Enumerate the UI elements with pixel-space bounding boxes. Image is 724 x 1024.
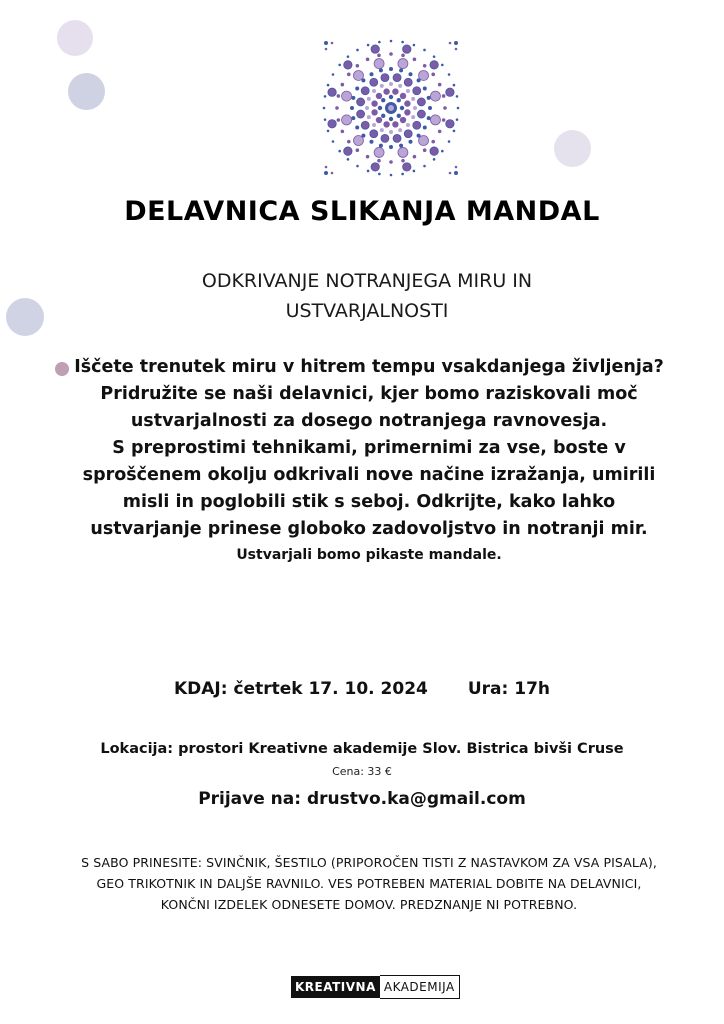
mandala-dot xyxy=(397,98,401,102)
mandala-dot xyxy=(389,117,393,121)
mandala-dot xyxy=(430,91,440,101)
mandala-dot xyxy=(389,82,393,86)
signup-email[interactable]: Prijave na: drustvo.ka@gmail.com xyxy=(198,789,526,809)
event-location: Lokacija: prostori Kreativne akademije Slov. Bistrica bivši Cruse xyxy=(100,741,624,757)
decorative-dot xyxy=(554,130,591,167)
mandala-dot xyxy=(337,118,341,122)
mandala-dot xyxy=(413,170,416,173)
mandala-dot xyxy=(356,148,360,152)
mandala-dot xyxy=(372,89,376,93)
mandala-dot xyxy=(365,106,369,110)
mandala-dot xyxy=(353,70,363,80)
mandala-dot xyxy=(423,165,426,168)
mandala-dot xyxy=(409,72,413,76)
mandala-dot xyxy=(411,97,415,101)
mandala-dot xyxy=(389,52,393,56)
mandala-dot xyxy=(455,48,458,51)
mandala-dot xyxy=(378,173,381,176)
mandala-dot xyxy=(347,55,350,58)
mandala-dot xyxy=(356,49,359,52)
mandala-dot xyxy=(398,128,402,132)
mandala-dot xyxy=(380,84,384,88)
mandala-dot xyxy=(347,140,351,144)
mandala-dot xyxy=(441,64,444,67)
mandala-dot xyxy=(355,126,359,130)
mandala-dot xyxy=(446,88,454,96)
mandala-dot xyxy=(367,44,370,47)
mandala-dot xyxy=(328,88,336,96)
mandala-dot xyxy=(413,87,421,95)
mandala-dot xyxy=(449,172,452,175)
mandala-dot xyxy=(332,73,335,76)
event-price: Cena: 33 € xyxy=(332,765,392,778)
mandala-dot xyxy=(378,41,381,44)
mandala-dot xyxy=(453,130,456,133)
mandala-dot xyxy=(341,130,345,134)
mandala-dot xyxy=(376,93,382,99)
mandala-dot xyxy=(411,115,415,119)
event-date: KDAJ: četrtek 17. 10. 2024 xyxy=(173,679,428,699)
mandala-dot xyxy=(406,123,410,127)
mandala-dot xyxy=(324,95,327,98)
mandala-dot xyxy=(370,130,378,138)
mandala-dot xyxy=(392,88,398,94)
mandala-dot xyxy=(401,41,404,44)
mandala-dot xyxy=(413,106,417,110)
mandala-dot xyxy=(441,150,444,153)
event-hour: Ura: 17h xyxy=(467,679,550,699)
mandala-dot xyxy=(400,117,406,123)
mandala-dot xyxy=(377,159,381,163)
description-paragraph: S preprostimi tehnikami, primernimi za vse, boste v sproščenem okolju odkrivali nove načine izražanja, umirili misli in poglobili stik s seboj. Odkrijte, kako lahko ustvarjanje prinese globoko zadovoljstvo in notranji mir. xyxy=(82,438,656,539)
mandala-dot xyxy=(389,95,393,99)
mandala-dot xyxy=(401,159,405,163)
mandala-dot xyxy=(400,106,404,110)
mandala-dot xyxy=(350,106,354,110)
mandala-dot xyxy=(381,98,385,102)
mandala-dot xyxy=(344,61,352,69)
mandala-dot xyxy=(428,106,432,110)
mandala-dot xyxy=(381,74,389,82)
mandala-dot xyxy=(393,134,401,142)
mandala-dot xyxy=(390,40,393,43)
mandala-dot xyxy=(325,48,328,51)
mandala-dot xyxy=(455,166,458,169)
mandala-dot xyxy=(403,45,411,53)
mandala-dot xyxy=(361,87,369,95)
mandala-dot xyxy=(325,166,328,169)
logo-right-text: AKADEMIJA xyxy=(380,975,460,999)
mandala-dot xyxy=(423,49,426,52)
mandala-dot xyxy=(367,170,370,173)
mandala-dot xyxy=(371,109,377,115)
mandala-dot xyxy=(367,97,371,101)
mandala-dot xyxy=(413,44,416,47)
mandala-dot xyxy=(378,106,382,110)
mandala-dot xyxy=(389,67,393,71)
mandala-dot xyxy=(361,121,369,129)
mandala-dot xyxy=(335,106,339,110)
mandala-dot xyxy=(356,64,360,68)
mandala-dot xyxy=(423,87,427,91)
mandala-dot xyxy=(347,73,351,77)
mandala-illustration xyxy=(320,37,462,179)
decorative-dot xyxy=(6,298,44,336)
mandala-dot xyxy=(342,91,352,101)
mandala-dot xyxy=(431,73,435,77)
mandala-dot xyxy=(404,100,410,106)
logo-left-text: KREATIVNA xyxy=(291,976,380,998)
mandala-dot xyxy=(372,123,376,127)
mandala-dot xyxy=(374,147,384,157)
mandala-dot xyxy=(331,172,334,175)
mandala-dot xyxy=(389,130,393,134)
mandala-dot xyxy=(389,160,393,164)
mandala-dot xyxy=(431,140,435,144)
mandala-dot xyxy=(433,158,436,161)
mandala-dot xyxy=(409,140,413,144)
mandala-dot xyxy=(438,83,442,87)
mandala-dot xyxy=(456,118,459,121)
mandala-dot xyxy=(442,94,446,98)
mandala-dot xyxy=(392,121,398,127)
mandala-dot xyxy=(383,88,389,94)
mandala-dot xyxy=(393,74,401,82)
mandala-dot xyxy=(417,110,425,118)
mandala-dot xyxy=(419,136,429,146)
mandala-dot xyxy=(376,117,382,123)
mandala-dot xyxy=(366,155,370,159)
mandala-dot xyxy=(446,120,454,128)
mandala-dot xyxy=(381,134,389,142)
page-title: DELAVNICA SLIKANJA MANDAL xyxy=(124,196,600,227)
mandala-dot xyxy=(374,59,384,69)
mandala-dot xyxy=(356,165,359,168)
mandala-dot xyxy=(370,72,374,76)
mandala-dot xyxy=(324,118,327,121)
mandala-dot xyxy=(357,98,365,106)
mandala-dot xyxy=(371,100,377,106)
bring-instructions: S SABO PRINESITE: SVINČNIK, ŠESTILO (PRIPOROČEN TISTI Z NASTAVKOM ZA VSA PISALA), GEO TRIKOTNIK IN DALJŠE RAVNILO. VES POTREBEN MATERIAL DOBITE NA DELAVNICI, KONČNI IZDELEK ODNESETE DOMOV. PREDZNANJE NI POTREBNO. xyxy=(81,855,657,912)
mandala-dot xyxy=(337,94,341,98)
mandala-dot xyxy=(423,148,427,152)
mandala-dot xyxy=(347,158,350,161)
mandala-dot xyxy=(456,95,459,98)
decorative-dot xyxy=(57,20,93,56)
mandala-dot xyxy=(327,130,330,133)
decorative-dot xyxy=(68,73,105,110)
mandala-dot xyxy=(380,128,384,132)
mandala-dot xyxy=(401,173,404,176)
mandala-dot xyxy=(400,93,406,99)
mandala-dot xyxy=(331,42,334,45)
mandala-dot xyxy=(383,121,389,127)
mandala-dot xyxy=(397,114,401,118)
mandala-dot xyxy=(323,107,326,110)
description-note: Ustvarjali bomo pikaste mandale. xyxy=(236,547,502,563)
mandala-dot xyxy=(353,136,363,146)
mandala-dot xyxy=(338,150,341,153)
mandala-dot xyxy=(417,98,425,106)
mandala-dot xyxy=(406,89,410,93)
mandala-dot xyxy=(327,84,330,87)
mandala-dot xyxy=(423,126,427,130)
mandala-dot xyxy=(413,155,417,159)
mandala-dot xyxy=(381,114,385,118)
mandala-dot xyxy=(324,41,328,45)
mandala-dot xyxy=(377,54,381,58)
mandala-dot xyxy=(438,130,442,134)
mandala-dot xyxy=(357,110,365,118)
mandala-dot xyxy=(430,115,440,125)
mandala-dot xyxy=(342,115,352,125)
mandala-dot xyxy=(413,121,421,129)
mandala-dot xyxy=(457,107,460,110)
mandala-dot xyxy=(404,78,412,86)
mandala-dot xyxy=(371,45,379,53)
mandala-dot xyxy=(338,64,341,67)
mandala-dot xyxy=(430,61,438,69)
mandala-dot xyxy=(454,41,458,45)
mandala-dot xyxy=(401,54,405,58)
mandala-dot xyxy=(413,58,417,62)
mandala-dot xyxy=(404,130,412,138)
mandala-dot xyxy=(404,109,410,115)
mandala-dot xyxy=(454,171,458,175)
mandala-dot xyxy=(453,84,456,87)
mandala-dot xyxy=(390,174,393,177)
mandala-dot xyxy=(448,73,451,76)
mandala-dot xyxy=(442,118,446,122)
mandala-dot xyxy=(398,59,408,69)
page-subtitle: ODKRIVANJE NOTRANJEGA MIRU IN USTVARJALNOSTI xyxy=(201,270,533,322)
mandala-dot xyxy=(403,163,411,171)
description-paragraph: Iščete trenutek miru v hitrem tempu vsakdanjega življenja? Pridružite se naši delavnici, kjer bomo raziskovali moč ustvarjalnosti za dosego notranjega ravnovesja. xyxy=(74,357,664,431)
mandala-dot xyxy=(341,83,345,87)
event-time xyxy=(0,679,724,699)
mandala-dot xyxy=(366,58,370,62)
mandala-dot xyxy=(370,140,374,144)
description xyxy=(74,354,664,567)
mandala-dot xyxy=(371,163,379,171)
mandala-dot xyxy=(332,140,335,143)
bullet-dot xyxy=(55,362,69,376)
mandala-dot xyxy=(355,87,359,91)
mandala-dot xyxy=(443,106,447,110)
mandala-dot xyxy=(423,64,427,68)
mandala-dot xyxy=(448,140,451,143)
mandala-dot xyxy=(398,84,402,88)
mandala-dot xyxy=(449,42,452,45)
mandala-dot xyxy=(430,147,438,155)
mandala-dot xyxy=(324,171,328,175)
mandala-dot xyxy=(389,145,393,149)
mandala-dot xyxy=(328,120,336,128)
brand-logo xyxy=(291,976,460,998)
mandala-dot xyxy=(433,55,436,58)
mandala-dot xyxy=(370,78,378,86)
mandala-dot xyxy=(344,147,352,155)
mandala-dot xyxy=(398,147,408,157)
mandala-dot xyxy=(388,105,394,111)
mandala-dot xyxy=(367,115,371,119)
mandala-dot xyxy=(419,70,429,80)
